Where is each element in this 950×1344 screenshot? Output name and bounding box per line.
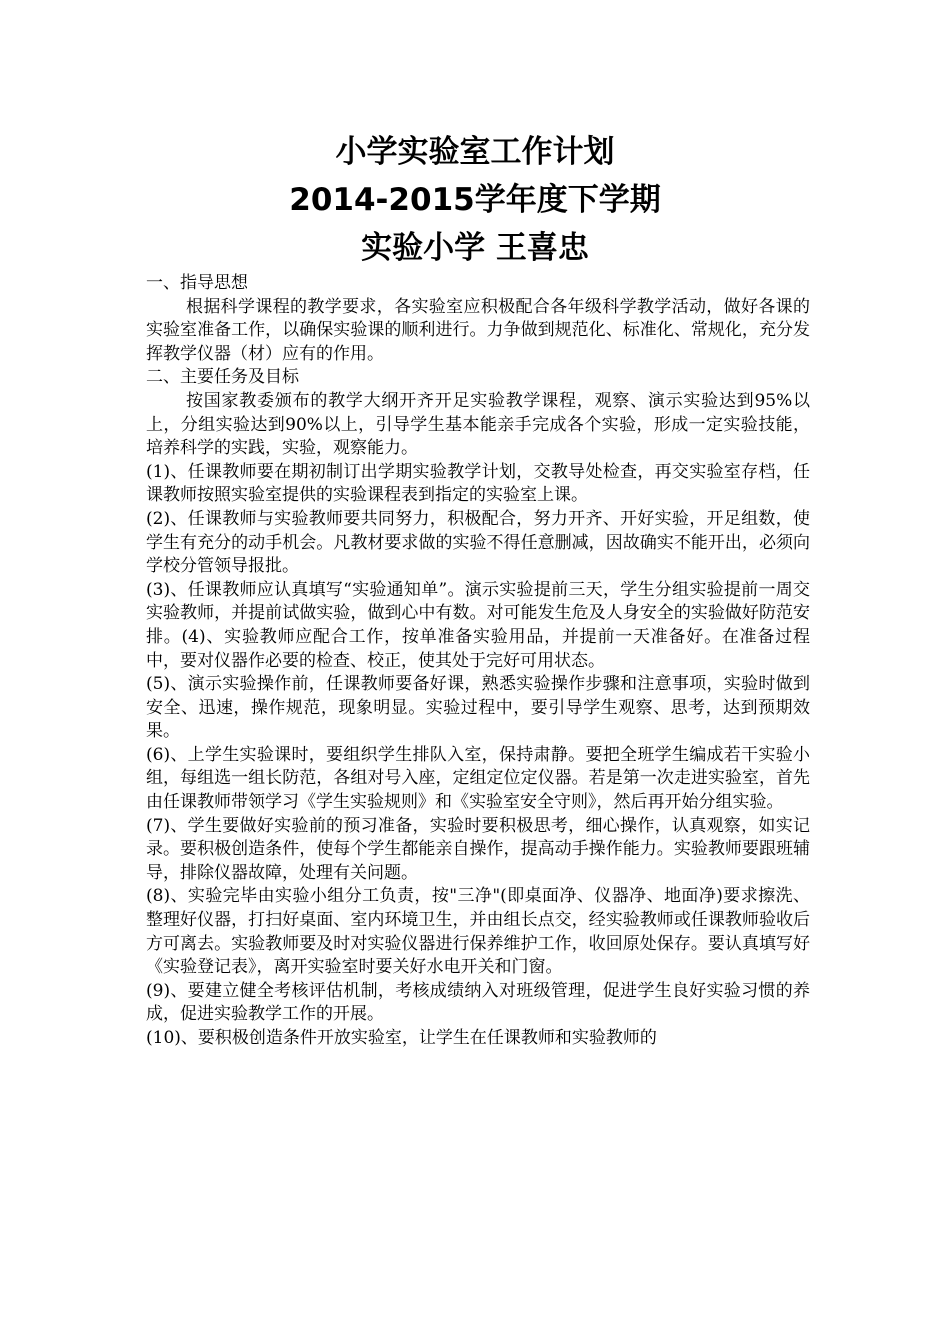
list-item: (5)、演示实验操作前，任课教师要备好课，熟悉实验操作步骤和注意事项，实验时做到安全、迅速，操作规范，现象明显。实验过程中，要引导学生观察、思考，达到预期效果。 xyxy=(146,674,810,742)
title-block xyxy=(0,128,950,272)
section-heading-tasks-goals: 二、主要任务及目标 xyxy=(146,367,299,388)
list-item: (8)、实验完毕由实验小组分工负责，按"三净"(即桌面净、仪器净、地面净)要求擦洗、整理好仪器，打扫好桌面、室内环境卫生，并由组长点交，经实验教师或任课教师验收后方可离去。实验教师要及时对实验仪器进行保养维护工作，收回原处保存。要认真填写好《实验登记表》，离开实验室时要关好水电开关和门窗。 xyxy=(146,886,810,978)
document-title: 小学实验室工作计划 xyxy=(335,134,615,170)
list-item: (2)、任课教师与实验教师要共同努力，积极配合，努力开齐、开好实验，开足组数，使学生有充分的动手机会。凡教材要求做的实验不得任意删减，因故确实不能开出，必须向学校分管领导报批。 xyxy=(146,508,810,577)
list-item: (10)、要积极创造条件开放实验室，让学生在任课教师和实验教师的 xyxy=(146,1028,657,1048)
list-item: (9)、要建立健全考核评估机制，考核成绩纳入对班级管理，促进学生良好实验习惯的养成，促进实验教学工作的开展。 xyxy=(146,980,810,1025)
section-heading-guiding-ideology: 一、指导思想 xyxy=(146,273,248,293)
list-item: (7)、学生要做好实验前的预习准备，实验时要积极思考，细心操作，认真观察，如实记录。要积极创造条件，使每个学生都能亲自操作，提高动手操作能力。实验教师要跟班辅导，排除仪器故障，处理有关问题。 xyxy=(146,815,810,883)
list-item: (1)、任课教师要在期初制订出学期实验教学计划，交教导处检查，再交实验室存档，任课教师按照实验室提供的实验课程表到指定的实验室上课。 xyxy=(146,461,810,506)
document-author: 实验小学 王喜忠 xyxy=(361,230,589,266)
paragraph-tasks-intro: 按国家教委颁布的教学大纲开齐开足实验教学课程，观察、演示实验达到95%以上，分组实验达到90%以上，引导学生基本能亲手完成各个实验，形成一定实验技能，培养科学的实践，实验，观察能力。 xyxy=(146,390,810,459)
document-body xyxy=(146,272,810,1051)
document-subtitle-term: 2014-2015学年度下学期 xyxy=(289,182,661,218)
paragraph-guiding-ideology: 根据科学课程的教学要求，各实验室应积极配合各年级科学教学活动，做好各课的实验室准备工作，以确保实验课的顺利进行。力争做到规范化、标准化、常规化，充分发挥教学仪器（材）应有的作用。 xyxy=(146,296,810,364)
list-item: (6)、上学生实验课时，要组织学生排队入室，保持肃静。要把全班学生编成若干实验小组，每组选一组长防范，各组对号入座，定组定位定仪器。若是第一次走进实验室，首先由任课教师带领学习《学生实验规则》和《实验室安全守则》，然后再开始分组实验。 xyxy=(146,744,810,813)
list-item: (3)、任课教师应认真填写“实验通知单”。演示实验提前三天，学生分组实验提前一周交实验教师，并提前试做实验，做到心中有数。对可能发生危及人身安全的实验做好防范安排。(4)、实验教师应配合工作，按单准备实验用品，并提前一天准备好。在准备过程中，要对仪器作必要的检查、校正，使其处于完好可用状态。 xyxy=(146,579,810,671)
